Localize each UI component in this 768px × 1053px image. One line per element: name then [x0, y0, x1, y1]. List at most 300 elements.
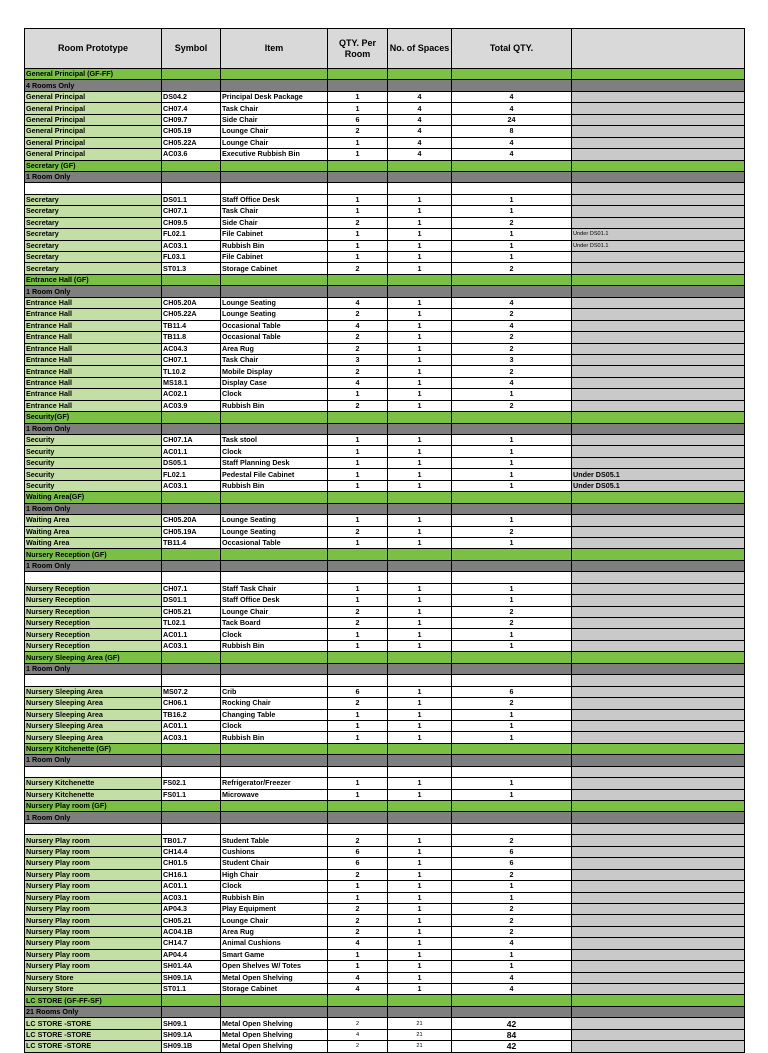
symbol-cell: AC03.1	[162, 240, 221, 251]
total-qty-cell: 2	[452, 698, 572, 709]
qty-per-room-cell: 4	[328, 972, 388, 983]
total-qty-cell: 4	[452, 103, 572, 114]
notes-cell	[572, 709, 745, 720]
room-prototype-cell: Entrance Hall	[25, 389, 162, 400]
item-cell: Rubbish Bin	[221, 480, 328, 491]
total-qty-cell: 1	[452, 206, 572, 217]
symbol-cell: AC03.1	[162, 480, 221, 491]
item-cell: Student Table	[221, 835, 328, 846]
item-cell: Clock	[221, 629, 328, 640]
item-cell: Clock	[221, 446, 328, 457]
empty-cell	[221, 652, 328, 663]
qty-per-room-cell: 4	[328, 320, 388, 331]
room-count-label: 1 Room Only	[25, 503, 162, 514]
notes-cell	[572, 778, 745, 789]
symbol-cell: CH01.5	[162, 858, 221, 869]
empty-cell	[162, 1006, 221, 1017]
table-row	[25, 698, 745, 709]
room-prototype-cell: Waiting Area	[25, 515, 162, 526]
item-cell: Clock	[221, 881, 328, 892]
header-row	[25, 29, 745, 69]
notes-cell	[572, 263, 745, 274]
no-of-spaces-cell: 4	[388, 149, 452, 160]
symbol-cell: DS05.1	[162, 457, 221, 468]
empty-cell	[221, 823, 328, 834]
notes-cell	[572, 354, 745, 365]
qty-per-room-cell: 1	[328, 732, 388, 743]
empty-cell	[388, 80, 452, 91]
total-qty-cell: 2	[452, 526, 572, 537]
notes-cell	[572, 846, 745, 857]
notes-cell	[572, 618, 745, 629]
no-of-spaces-cell: 1	[388, 606, 452, 617]
notes-cell	[572, 915, 745, 926]
empty-cell	[25, 766, 162, 777]
room-count-row	[25, 503, 745, 514]
symbol-cell: DS01.1	[162, 595, 221, 606]
empty-cell	[25, 572, 162, 583]
total-qty-cell: 1	[452, 229, 572, 240]
no-of-spaces-cell: 4	[388, 103, 452, 114]
item-cell: Lounge Seating	[221, 515, 328, 526]
no-of-spaces-cell: 1	[388, 778, 452, 789]
total-qty-cell: 1	[452, 789, 572, 800]
total-qty-cell: 1	[452, 949, 572, 960]
total-qty-cell: 1	[452, 583, 572, 594]
table-row	[25, 91, 745, 102]
no-of-spaces-cell: 4	[388, 126, 452, 137]
no-of-spaces-cell: 1	[388, 720, 452, 731]
header-symbol: Symbol	[162, 29, 221, 69]
section-header-row	[25, 412, 745, 423]
symbol-cell: CH07.1A	[162, 435, 221, 446]
no-of-spaces-cell: 1	[388, 377, 452, 388]
empty-cell	[162, 560, 221, 571]
room-prototype-cell: Secretary	[25, 206, 162, 217]
total-qty-cell: 4	[452, 297, 572, 308]
empty-cell	[388, 183, 452, 194]
notes-cell	[572, 720, 745, 731]
no-of-spaces-cell: 1	[388, 961, 452, 972]
table-row	[25, 972, 745, 983]
notes-cell	[572, 114, 745, 125]
no-of-spaces-cell: 1	[388, 686, 452, 697]
room-prototype-cell: Nursery Reception	[25, 583, 162, 594]
empty-cell	[572, 560, 745, 571]
empty-cell	[572, 286, 745, 297]
empty-cell	[162, 160, 221, 171]
no-of-spaces-cell: 1	[388, 972, 452, 983]
header-room-prototype: Room Prototype	[25, 29, 162, 69]
room-prototype-cell: Nursery Kitchenette	[25, 778, 162, 789]
item-cell: Metal Open Shelving	[221, 972, 328, 983]
no-of-spaces-cell: 21	[388, 1029, 452, 1040]
table-row	[25, 366, 745, 377]
symbol-cell: CH05.22A	[162, 137, 221, 148]
empty-cell	[162, 743, 221, 754]
room-prototype-cell: Nursery Reception	[25, 629, 162, 640]
item-cell: Metal Open Shelving	[221, 1041, 328, 1052]
symbol-cell: AC03.1	[162, 732, 221, 743]
notes-cell	[572, 126, 745, 137]
item-cell: Rocking Chair	[221, 698, 328, 709]
room-count-row	[25, 560, 745, 571]
empty-cell	[162, 549, 221, 560]
room-prototype-cell: Nursery Play room	[25, 903, 162, 914]
notes-cell	[572, 217, 745, 228]
symbol-cell: AC01.1	[162, 629, 221, 640]
total-qty-cell: 1	[452, 252, 572, 263]
empty-cell	[328, 572, 388, 583]
section-header-row	[25, 549, 745, 560]
empty-cell	[162, 675, 221, 686]
no-of-spaces-cell: 1	[388, 915, 452, 926]
empty-cell	[25, 823, 162, 834]
symbol-cell: MS07.2	[162, 686, 221, 697]
total-qty-cell: 2	[452, 926, 572, 937]
item-cell: Lounge Chair	[221, 915, 328, 926]
empty-cell	[388, 503, 452, 514]
empty-cell	[328, 80, 388, 91]
room-prototype-cell: Security	[25, 469, 162, 480]
total-qty-cell: 1	[452, 515, 572, 526]
room-prototype-cell: Entrance Hall	[25, 332, 162, 343]
empty-cell	[162, 423, 221, 434]
symbol-cell: TB01.7	[162, 835, 221, 846]
symbol-cell: SH01.4A	[162, 961, 221, 972]
empty-cell	[452, 812, 572, 823]
table-row	[25, 618, 745, 629]
notes-cell	[572, 732, 745, 743]
total-qty-cell: 2	[452, 915, 572, 926]
item-cell: High Chair	[221, 869, 328, 880]
item-cell: Crib	[221, 686, 328, 697]
table-row	[25, 457, 745, 468]
qty-per-room-cell: 1	[328, 103, 388, 114]
symbol-cell: TL10.2	[162, 366, 221, 377]
total-qty-cell: 1	[452, 194, 572, 205]
empty-cell	[162, 766, 221, 777]
no-of-spaces-cell: 1	[388, 789, 452, 800]
notes-cell: Under DS01.1	[572, 240, 745, 251]
symbol-cell: AC02.1	[162, 389, 221, 400]
symbol-cell: AC03.1	[162, 640, 221, 651]
table-row	[25, 949, 745, 960]
room-prototype-cell: Nursery Play room	[25, 881, 162, 892]
qty-per-room-cell: 2	[328, 217, 388, 228]
room-count-label: 1 Room Only	[25, 171, 162, 182]
empty-cell	[452, 492, 572, 503]
total-qty-cell: 1	[452, 480, 572, 491]
item-cell: Play Equipment	[221, 903, 328, 914]
total-qty-cell: 4	[452, 320, 572, 331]
no-of-spaces-cell: 1	[388, 515, 452, 526]
empty-cell	[452, 69, 572, 80]
room-prototype-cell: Nursery Sleeping Area	[25, 732, 162, 743]
table-row	[25, 961, 745, 972]
section-title: LC STORE (GF-FF-SF)	[25, 995, 162, 1006]
symbol-cell: CH05.19	[162, 126, 221, 137]
empty-cell	[388, 412, 452, 423]
blank-row	[25, 766, 745, 777]
table-row	[25, 984, 745, 995]
table-row	[25, 332, 745, 343]
symbol-cell: SH09.1A	[162, 1029, 221, 1040]
empty-cell	[388, 69, 452, 80]
room-prototype-cell: Nursery Play room	[25, 926, 162, 937]
qty-per-room-cell: 1	[328, 961, 388, 972]
empty-cell	[328, 503, 388, 514]
item-cell: Smart Game	[221, 949, 328, 960]
item-cell: Occasional Table	[221, 332, 328, 343]
empty-cell	[572, 183, 745, 194]
empty-cell	[452, 80, 572, 91]
item-cell: Area Rug	[221, 926, 328, 937]
symbol-cell: CH16.1	[162, 869, 221, 880]
empty-cell	[328, 823, 388, 834]
no-of-spaces-cell: 1	[388, 732, 452, 743]
item-cell: Staff Task Chair	[221, 583, 328, 594]
notes-cell	[572, 686, 745, 697]
notes-cell	[572, 252, 745, 263]
symbol-cell: CH05.19A	[162, 526, 221, 537]
notes-cell	[572, 938, 745, 949]
symbol-cell: TB11.4	[162, 320, 221, 331]
empty-cell	[328, 801, 388, 812]
notes-cell	[572, 926, 745, 937]
notes-cell	[572, 892, 745, 903]
table-row	[25, 446, 745, 457]
table-row	[25, 835, 745, 846]
no-of-spaces-cell: 1	[388, 858, 452, 869]
notes-cell	[572, 858, 745, 869]
item-cell: Mobile Display	[221, 366, 328, 377]
qty-per-room-cell: 2	[328, 915, 388, 926]
empty-cell	[572, 503, 745, 514]
symbol-cell: CH05.20A	[162, 297, 221, 308]
qty-per-room-cell: 1	[328, 537, 388, 548]
table-row	[25, 309, 745, 320]
empty-cell	[221, 1006, 328, 1017]
empty-cell	[162, 755, 221, 766]
item-cell: Staff Office Desk	[221, 595, 328, 606]
no-of-spaces-cell: 1	[388, 846, 452, 857]
item-cell: Clock	[221, 720, 328, 731]
table-row	[25, 1041, 745, 1052]
qty-per-room-cell: 1	[328, 457, 388, 468]
item-cell: Cushions	[221, 846, 328, 857]
qty-per-room-cell: 1	[328, 778, 388, 789]
empty-cell	[572, 171, 745, 182]
room-prototype-cell: General Principal	[25, 91, 162, 102]
symbol-cell: FL02.1	[162, 229, 221, 240]
qty-per-room-cell: 4	[328, 938, 388, 949]
table-row	[25, 686, 745, 697]
empty-cell	[452, 503, 572, 514]
table-row	[25, 400, 745, 411]
empty-cell	[388, 286, 452, 297]
notes-cell	[572, 149, 745, 160]
empty-cell	[25, 183, 162, 194]
qty-per-room-cell: 6	[328, 114, 388, 125]
symbol-cell: DS01.1	[162, 194, 221, 205]
room-prototype-cell: Nursery Play room	[25, 835, 162, 846]
empty-cell	[328, 743, 388, 754]
empty-cell	[388, 755, 452, 766]
qty-per-room-cell: 4	[328, 377, 388, 388]
item-cell: Rubbish Bin	[221, 240, 328, 251]
qty-per-room-cell: 2	[328, 869, 388, 880]
table-row	[25, 778, 745, 789]
empty-cell	[572, 1006, 745, 1017]
item-cell: Rubbish Bin	[221, 732, 328, 743]
symbol-cell: DS04.2	[162, 91, 221, 102]
item-cell: Staff Planning Desk	[221, 457, 328, 468]
table-row	[25, 137, 745, 148]
item-cell: Lounge Seating	[221, 297, 328, 308]
item-cell: Refrigerator/Freezer	[221, 778, 328, 789]
empty-cell	[572, 69, 745, 80]
item-cell: Storage Cabinet	[221, 984, 328, 995]
empty-cell	[388, 766, 452, 777]
room-prototype-cell: Waiting Area	[25, 537, 162, 548]
empty-cell	[572, 652, 745, 663]
empty-cell	[452, 412, 572, 423]
room-prototype-cell: Entrance Hall	[25, 400, 162, 411]
room-prototype-cell: Nursery Sleeping Area	[25, 686, 162, 697]
no-of-spaces-cell: 1	[388, 984, 452, 995]
symbol-cell: TL02.1	[162, 618, 221, 629]
empty-cell	[328, 812, 388, 823]
symbol-cell: CH07.4	[162, 103, 221, 114]
no-of-spaces-cell: 1	[388, 618, 452, 629]
no-of-spaces-cell: 21	[388, 1041, 452, 1052]
item-cell: Principal Desk Package	[221, 91, 328, 102]
no-of-spaces-cell: 1	[388, 526, 452, 537]
qty-per-room-cell: 1	[328, 515, 388, 526]
item-cell: Metal Open Shelving	[221, 1029, 328, 1040]
notes-cell	[572, 537, 745, 548]
notes-cell	[572, 984, 745, 995]
total-qty-cell: 1	[452, 457, 572, 468]
qty-per-room-cell: 1	[328, 881, 388, 892]
room-count-label: 4 Rooms Only	[25, 80, 162, 91]
no-of-spaces-cell: 1	[388, 343, 452, 354]
table-row	[25, 194, 745, 205]
qty-per-room-cell: 1	[328, 252, 388, 263]
no-of-spaces-cell: 1	[388, 332, 452, 343]
empty-cell	[452, 823, 572, 834]
section-title: Waiting Area(GF)	[25, 492, 162, 503]
qty-per-room-cell: 2	[328, 309, 388, 320]
empty-cell	[328, 492, 388, 503]
total-qty-cell: 1	[452, 537, 572, 548]
qty-per-room-cell: 2	[328, 1041, 388, 1052]
empty-cell	[221, 412, 328, 423]
qty-per-room-cell: 1	[328, 789, 388, 800]
no-of-spaces-cell: 1	[388, 446, 452, 457]
empty-cell	[328, 652, 388, 663]
table-row	[25, 229, 745, 240]
table-row	[25, 252, 745, 263]
table-row	[25, 858, 745, 869]
empty-cell	[388, 812, 452, 823]
room-prototype-cell: Nursery Reception	[25, 606, 162, 617]
table-row	[25, 206, 745, 217]
notes-cell	[572, 400, 745, 411]
total-qty-cell: 1	[452, 881, 572, 892]
notes-cell	[572, 366, 745, 377]
table-row	[25, 869, 745, 880]
total-qty-cell: 4	[452, 137, 572, 148]
room-prototype-cell: Secretary	[25, 263, 162, 274]
item-cell: Task Chair	[221, 206, 328, 217]
no-of-spaces-cell: 1	[388, 240, 452, 251]
empty-cell	[388, 160, 452, 171]
empty-cell	[328, 286, 388, 297]
symbol-cell: AC03.6	[162, 149, 221, 160]
item-cell: Occasional Table	[221, 537, 328, 548]
empty-cell	[572, 823, 745, 834]
empty-cell	[162, 183, 221, 194]
total-qty-cell: 1	[452, 892, 572, 903]
empty-cell	[221, 171, 328, 182]
total-qty-cell: 42	[452, 1018, 572, 1029]
room-count-row	[25, 755, 745, 766]
qty-per-room-cell: 1	[328, 480, 388, 491]
notes-cell	[572, 446, 745, 457]
empty-cell	[388, 560, 452, 571]
notes-cell	[572, 629, 745, 640]
blank-row	[25, 183, 745, 194]
no-of-spaces-cell: 1	[388, 400, 452, 411]
room-count-row	[25, 1006, 745, 1017]
empty-cell	[221, 675, 328, 686]
no-of-spaces-cell: 1	[388, 297, 452, 308]
empty-cell	[162, 286, 221, 297]
qty-per-room-cell: 1	[328, 469, 388, 480]
total-qty-cell: 6	[452, 686, 572, 697]
symbol-cell: FL03.1	[162, 252, 221, 263]
empty-cell	[388, 743, 452, 754]
notes-cell	[572, 377, 745, 388]
empty-cell	[388, 1006, 452, 1017]
total-qty-cell: 1	[452, 720, 572, 731]
section-header-row	[25, 801, 745, 812]
empty-cell	[452, 560, 572, 571]
symbol-cell: FS01.1	[162, 789, 221, 800]
empty-cell	[328, 549, 388, 560]
symbol-cell: TB11.4	[162, 537, 221, 548]
room-prototype-cell: LC STORE -STORE	[25, 1029, 162, 1040]
no-of-spaces-cell: 1	[388, 583, 452, 594]
notes-cell	[572, 835, 745, 846]
no-of-spaces-cell: 1	[388, 869, 452, 880]
table-row	[25, 938, 745, 949]
empty-cell	[572, 766, 745, 777]
empty-cell	[221, 812, 328, 823]
empty-cell	[221, 560, 328, 571]
empty-cell	[221, 503, 328, 514]
section-title: Nursery Play room (GF)	[25, 801, 162, 812]
room-prototype-cell: Nursery Play room	[25, 892, 162, 903]
total-qty-cell: 2	[452, 903, 572, 914]
notes-cell	[572, 515, 745, 526]
no-of-spaces-cell: 1	[388, 229, 452, 240]
total-qty-cell: 4	[452, 149, 572, 160]
symbol-cell: CH09.7	[162, 114, 221, 125]
empty-cell	[328, 423, 388, 434]
